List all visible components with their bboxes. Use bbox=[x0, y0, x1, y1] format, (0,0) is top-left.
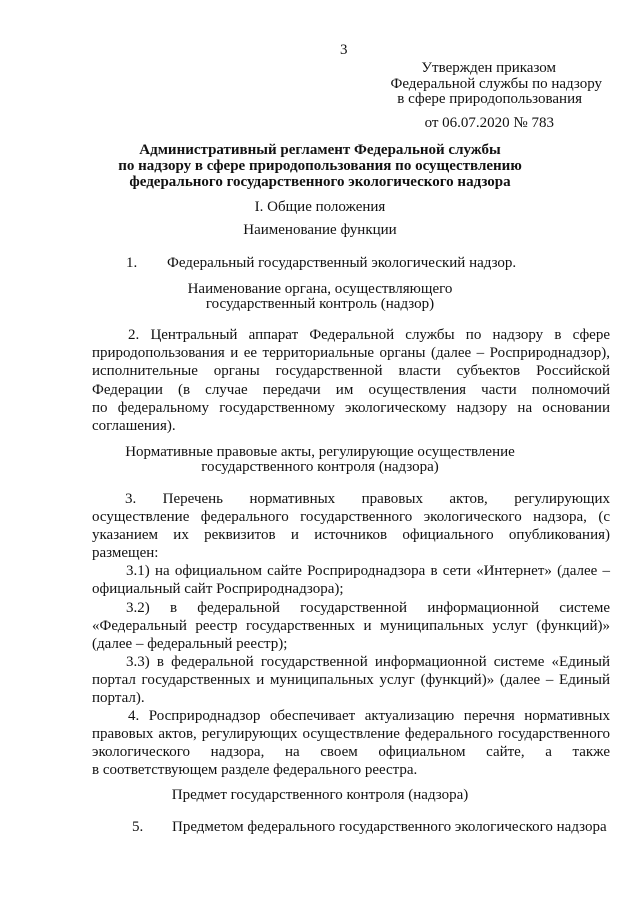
item-3-line-4: размещен: bbox=[92, 545, 159, 561]
item-5-number: 5. bbox=[132, 819, 144, 835]
item-2-line-6: соглашения). bbox=[92, 418, 176, 434]
item-1-text: Федеральный государственный экологический надзор. bbox=[167, 255, 517, 271]
item-3-line-1: 3. Перечень нормативных правовых актов, регулирующих bbox=[125, 491, 610, 507]
item-3-3-line-2: портал государственных и муниципальных услуг (функций)» (далее – Единый bbox=[92, 672, 610, 688]
item-2-line-3: исполнительные органы государственной власти субъектов Российской bbox=[92, 363, 610, 379]
item-3-2-line-2: «Федеральный реестр государственных и муниципальных услуг (функций)» bbox=[92, 618, 610, 634]
item-3-1-line-2: официальный сайт Росприроднадзора); bbox=[92, 581, 344, 597]
item-3-3-line-3: портал). bbox=[92, 690, 145, 706]
item-2-line-1: 2. Центральный аппарат Федеральной службы по надзору в сфере bbox=[128, 327, 610, 343]
item-2-line-2: природопользования и ее территориальные органы (далее – Росприроднадзор), bbox=[92, 345, 610, 361]
item-4-line-1: 4. Росприроднадзор обеспечивает актуализацию перечня нормативных bbox=[128, 708, 610, 724]
item-1-number: 1. bbox=[126, 255, 138, 271]
item-3-line-2: осуществление федерального государственного экологического надзора, (с bbox=[92, 509, 610, 525]
item-2-line-5: по федеральному государственному экологическому надзору на основании bbox=[92, 400, 610, 416]
title-line-3: федерального государственного экологического надзора bbox=[129, 174, 511, 190]
item-3-2-line-1: 3.2) в федеральной государственной информационной системе bbox=[126, 600, 610, 616]
item-4-line-3: экологического надзора, на своем официальном сайте, а также bbox=[92, 744, 610, 760]
item-3-1-line-1: 3.1) на официальном сайте Росприроднадзора в сети «Интернет» (далее – bbox=[126, 563, 610, 579]
item-3-3-line-1: 3.3) в федеральной государственной информационной системе «Единый bbox=[126, 654, 610, 670]
approval-line-1: Утвержден приказом bbox=[421, 60, 556, 76]
title-line-2: по надзору в сфере природопользования по осуществлению bbox=[118, 158, 522, 174]
item-3-2-line-3: (далее – федеральный реестр); bbox=[92, 636, 288, 652]
subheading-subject: Предмет государственного контроля (надзора) bbox=[171, 787, 469, 803]
subheading-acts-line-2: государственного контроля (надзора) bbox=[201, 459, 439, 475]
approval-line-2: Федеральной службы по надзору bbox=[390, 76, 602, 92]
approval-line-3: в сфере природопользования bbox=[397, 91, 582, 107]
item-2-line-4: Федерации (в случае передачи им осуществления части полномочий bbox=[92, 382, 610, 398]
item-4-line-4: в соответствующем разделе федерального реестра. bbox=[92, 762, 418, 778]
title-line-1: Административный регламент Федеральной службы bbox=[139, 142, 501, 158]
item-3-line-3: указанием их реквизитов и источников официального опубликования) bbox=[92, 527, 610, 543]
approval-date: от 06.07.2020 № 783 bbox=[424, 115, 554, 131]
section-heading: I. Общие положения bbox=[254, 199, 386, 215]
subheading-organ-line-1: Наименование органа, осуществляющего bbox=[187, 281, 453, 297]
subheading-organ-line-2: государственный контроль (надзор) bbox=[205, 296, 435, 312]
page-number: 3 bbox=[340, 42, 348, 58]
subheading-function: Наименование функции bbox=[243, 222, 397, 238]
subheading-acts-line-1: Нормативные правовые акты, регулирующие осуществление bbox=[125, 444, 515, 460]
item-4-line-2: правовых актов, регулирующих осуществление федерального государственного bbox=[92, 726, 610, 742]
item-5-text: Предметом федерального государственного экологического надзора bbox=[172, 819, 607, 835]
